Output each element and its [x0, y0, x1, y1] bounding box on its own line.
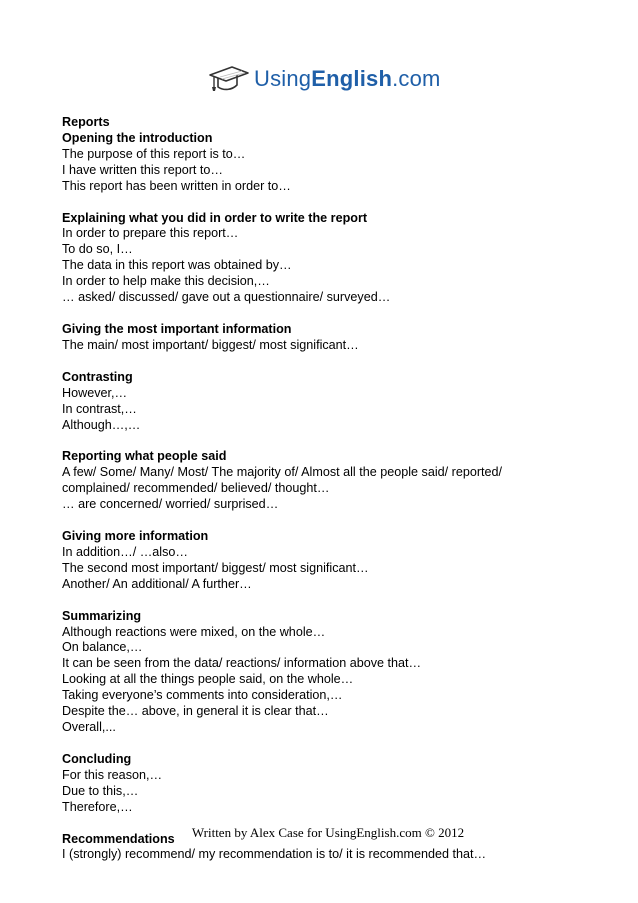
phrase-line: This report has been written in order to…: [62, 178, 291, 193]
phrase-line: Looking at all the things people said, on the whole…: [62, 672, 354, 687]
section-heading: Explaining what you did in order to write the report: [62, 210, 368, 225]
phrase-line: To do so, I…: [62, 242, 133, 257]
phrase-line: The data in this report was obtained by…: [62, 258, 292, 273]
phrase-line: Although reactions were mixed, on the whole…: [62, 624, 326, 639]
phrase-line: Overall,...: [62, 720, 116, 734]
section-heading: Recommendations: [62, 831, 175, 846]
section-summarizing: [62, 609, 602, 736]
section-reporting: [62, 449, 602, 513]
section-heading: Concluding: [62, 751, 132, 766]
phrase-line: It can be seen from the data/ reactions/ information above that…: [62, 656, 422, 671]
section-heading: Giving more information: [62, 529, 209, 544]
section-heading: Summarizing: [62, 608, 142, 623]
phrase-line: In addition…/ …also…: [62, 544, 188, 559]
section-heading: Giving the most important information: [62, 321, 292, 336]
section-heading: Reporting what people said: [62, 449, 227, 464]
phrase-line: In order to prepare this report…: [62, 226, 239, 241]
graduation-cap-icon: [206, 63, 250, 95]
phrase-line: Despite the… above, in general it is clear that…: [62, 704, 329, 719]
phrase-line: Taking everyone’s comments into consideration,…: [62, 688, 343, 703]
section-explaining: [62, 211, 602, 306]
phrase-line: On balance,…: [62, 640, 143, 655]
phrase-line: The main/ most important/ biggest/ most significant…: [62, 337, 359, 352]
section-heading: Contrasting: [62, 369, 133, 384]
phrase-line: In order to help make this decision,…: [62, 274, 270, 289]
document-title: Reports: [62, 115, 110, 129]
title-section: [62, 115, 602, 131]
phrase-line: … asked/ discussed/ gave out a questionnaire/ surveyed…: [62, 290, 391, 305]
page-footer: Written by Alex Case for UsingEnglish.com © 2012: [191, 825, 465, 840]
phrase-line: Although…,…: [62, 417, 141, 432]
phrase-line: complained/ recommended/ believed/ thought…: [62, 481, 330, 496]
phrase-line: However,…: [62, 385, 128, 400]
phrase-line: The second most important/ biggest/ most significant…: [62, 560, 369, 575]
section-concluding: [62, 752, 602, 816]
phrase-line: I have written this report to…: [62, 162, 223, 177]
section-opening-introduction: [62, 131, 602, 195]
section-contrasting: [62, 370, 602, 434]
phrase-line: Therefore,…: [62, 799, 133, 814]
section-most-important: [62, 322, 602, 354]
phrase-line: The purpose of this report is to…: [62, 146, 246, 161]
logo-wordmark: UsingEnglish.com: [254, 66, 441, 91]
document-body: [62, 115, 602, 863]
phrase-line: For this reason,…: [62, 767, 163, 782]
phrase-line: A few/ Some/ Many/ Most/ The majority of/ Almost all the people said/ reported/: [62, 465, 503, 480]
site-logo: [206, 62, 441, 96]
section-more-information: [62, 529, 602, 593]
phrase-line: … are concerned/ worried/ surprised…: [62, 497, 279, 512]
phrase-line: In contrast,…: [62, 401, 137, 416]
phrase-line: Due to this,…: [62, 783, 139, 798]
section-heading: Opening the introduction: [62, 130, 213, 145]
phrase-line: Another/ An additional/ A further…: [62, 576, 252, 591]
phrase-line: I (strongly) recommend/ my recommendation is to/ it is recommended that…: [62, 847, 487, 862]
